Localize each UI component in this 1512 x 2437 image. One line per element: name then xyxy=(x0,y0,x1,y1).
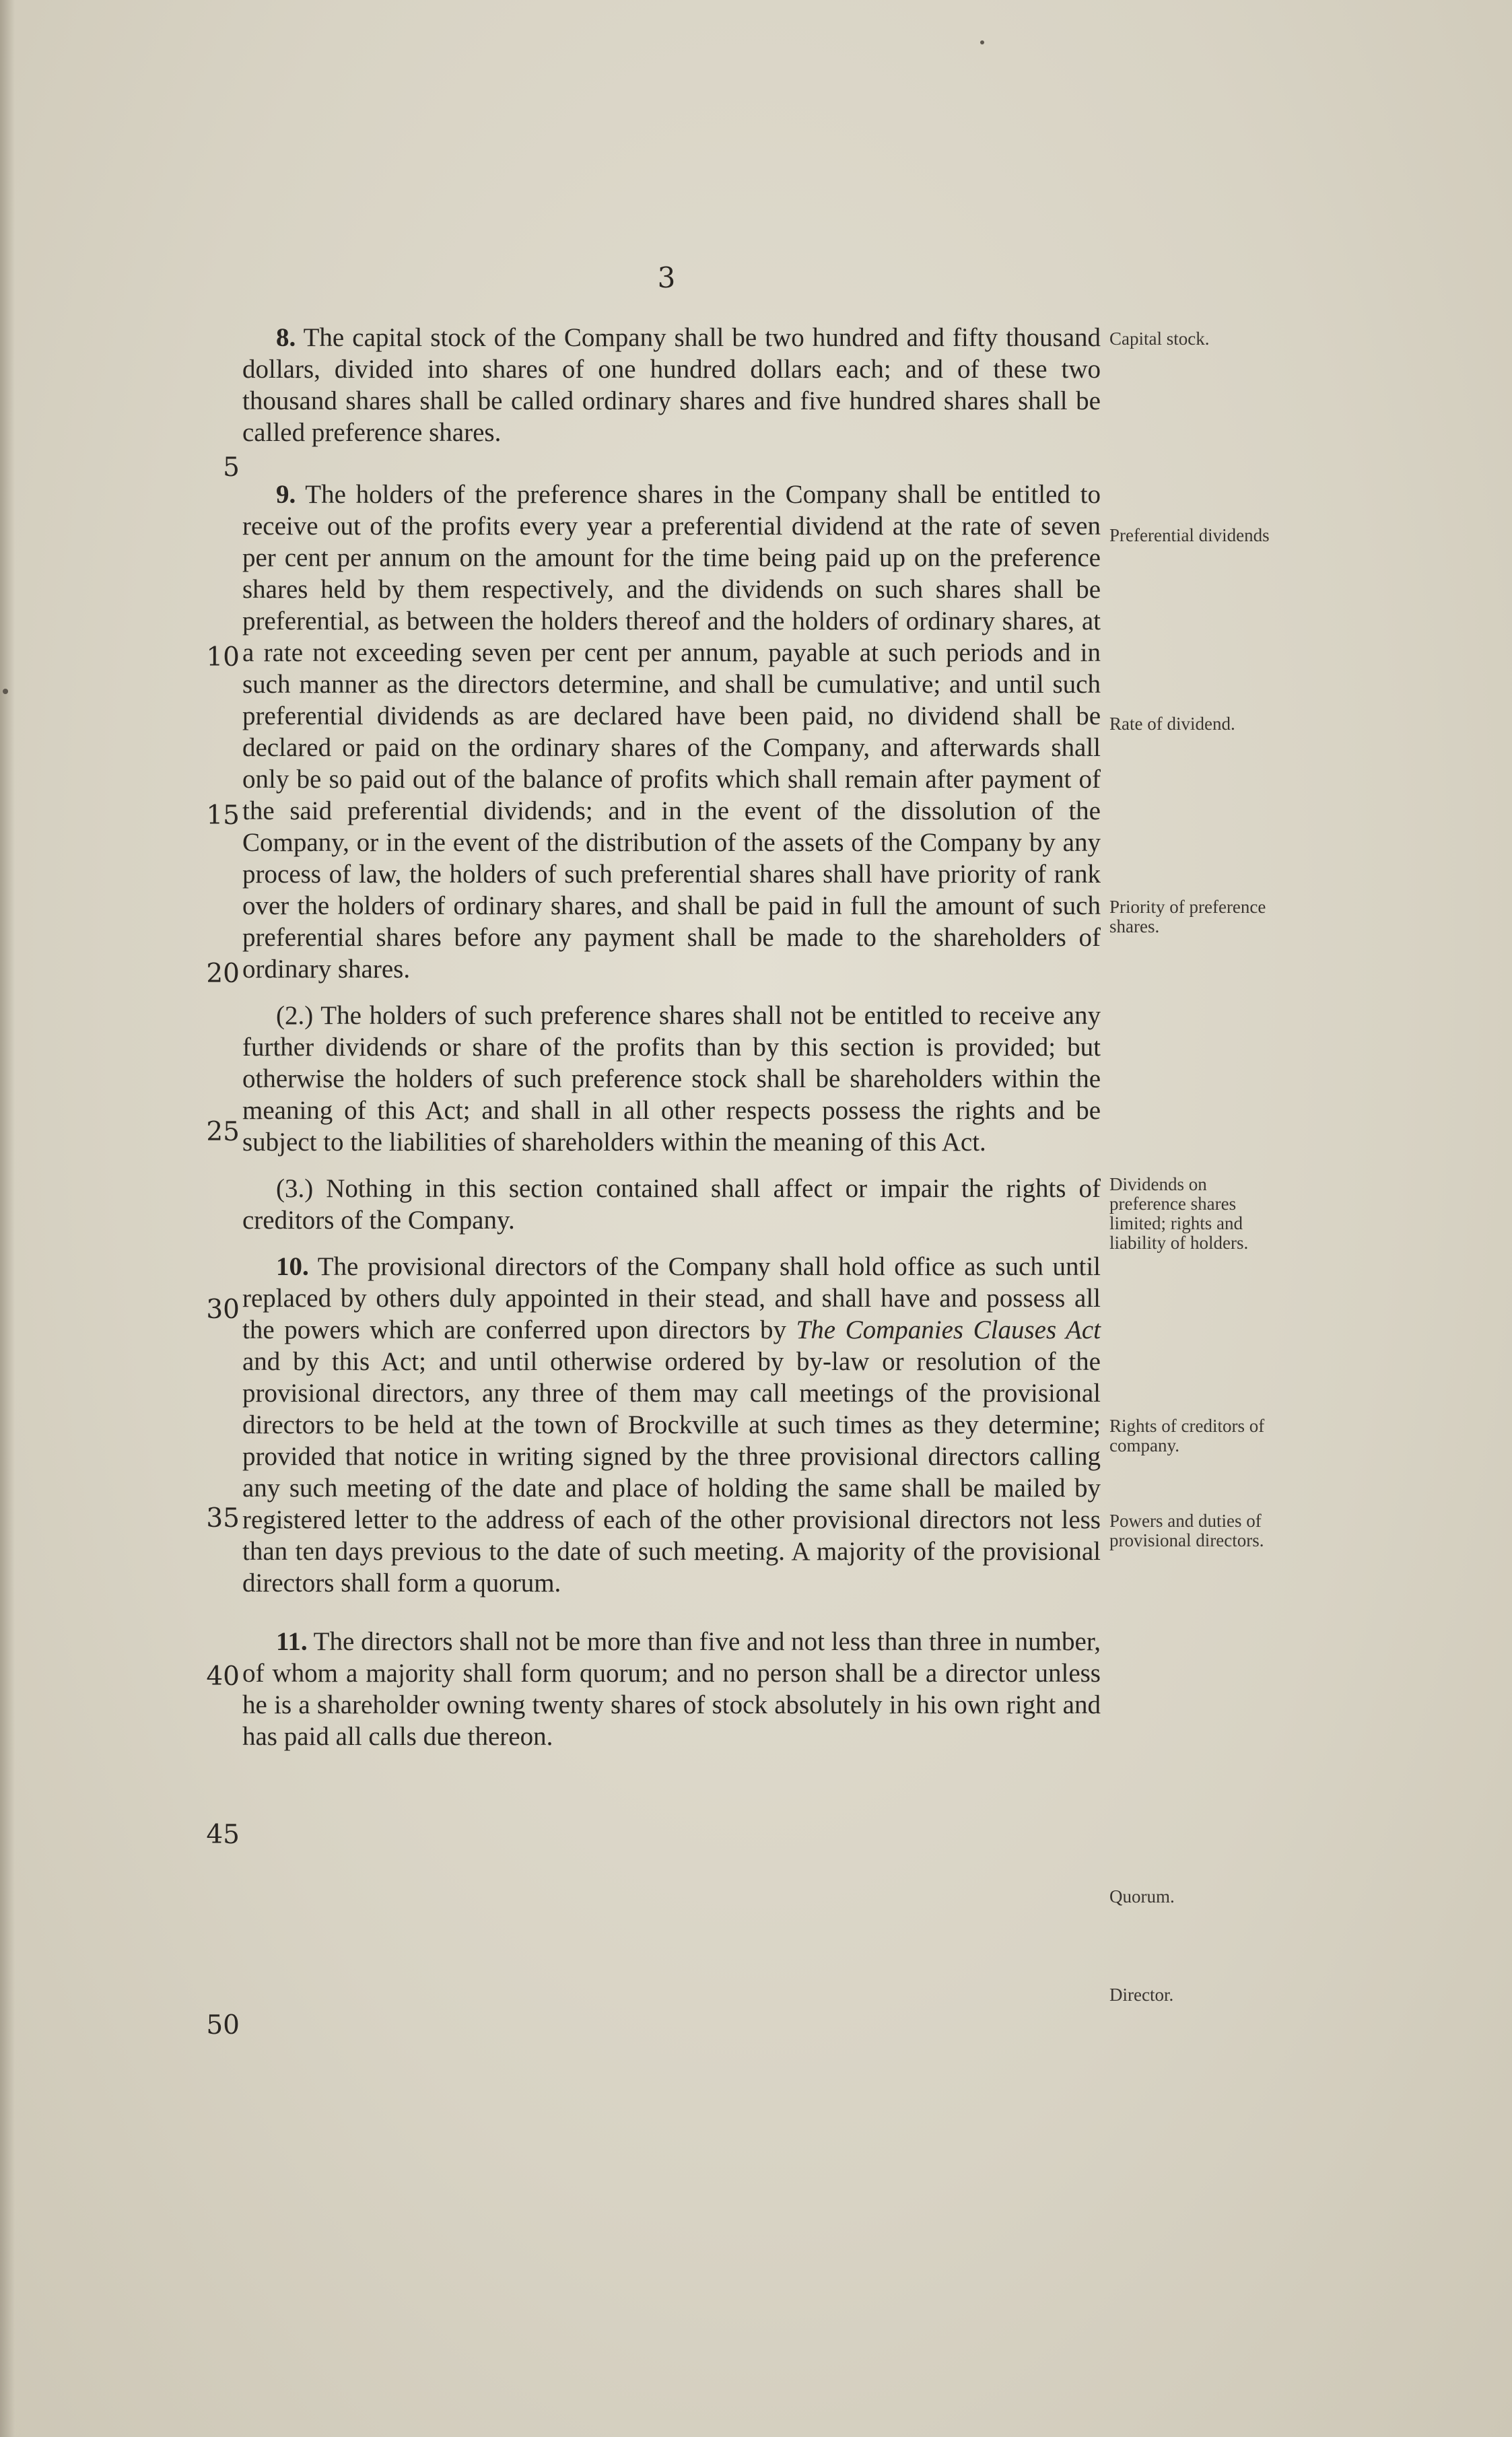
line-number-40: 40 xyxy=(206,1661,240,1692)
section-9-subsection-2: (2.) The holders of such preference shares shall not be entitled to receive any further dividends or share of the profits than by this section is provided; but otherwise the holders of such preference stock shall be shareholders within the meaning of this Act; and shall in all other respects possess the rights and be subject to the liabilities of shareholders within the meaning of this Act. xyxy=(242,1001,1101,1157)
paper-spot xyxy=(980,40,984,44)
section-8 xyxy=(242,322,1101,448)
section-text: The holders of the preference shares in the Company shall be entitled to receive out of the profits every year a preferential dividend at the rate of seven per cent per annum on the amount for the time being paid up on the preference shares held by them respectively, and the dividends on such shares shall be preferential, as between the holders thereof and the holders of ordinary shares, at a rate not exceeding seven per cent per annum, payable at such periods and in such manner as the directors determine, and shall be cumulative; and until such preferential dividends as are declared have been paid, no dividend shall be declared or paid on the ordinary shares of the Company, and afterwards shall only be so paid out of the balance of profits which shall remain after payment of the said preferential dividends; and in the event of the dissolution of the Company, or in the event of the distribution of the assets of the Company by any process of law, the holders of such preferential shares shall have priority of rank over the holders of ordinary shares, and shall be paid in full the amount of such preferential shares before any payment shall be made to the shareholders of ordinary shares. xyxy=(242,480,1101,984)
marginal-note-rights-of-creditors: Rights of creditors of company. xyxy=(1109,1416,1265,1455)
line-number-25: 25 xyxy=(206,1117,240,1147)
section-text: The directors shall not be more than five and not less than three in number, of whom a majority shall form quorum; and no person shall be a director unless he is a shareholder owning twenty shares of stock absolutely in his own right and has paid all calls due thereon. xyxy=(242,1627,1101,1751)
marginal-note-capital-stock: Capital stock. xyxy=(1109,329,1210,349)
line-number-20: 20 xyxy=(206,959,240,989)
page-number: 3 xyxy=(657,261,676,294)
line-number-50: 50 xyxy=(206,2010,240,2040)
marginal-notes-column xyxy=(1109,0,1271,2437)
section-text: and by this Act; and until otherwise ordered by by-law or resolution of the provisional directors, any three of them may call meetings of the provisional directors to be held at the town of Brockville at such times as they determine; provided that notice in writing signed by the three provisional directors calling any such meeting of the date and place of holding the same shall be mailed by registered letter to the address of each of the other provisional directors not less than ten days previous to the date of such meeting. A majority of the provisional directors shall form a quorum. xyxy=(242,1347,1101,1598)
line-number-35: 35 xyxy=(206,1503,240,1534)
section-11 xyxy=(242,1626,1101,1752)
line-number-30: 30 xyxy=(206,1295,240,1325)
marginal-note-powers-and-duties: Powers and duties of provisional directors. xyxy=(1109,1511,1264,1550)
section-text: The provisional directors of the Company shall hold office as such until replaced by others duly appointed in their stead, and shall have and possess all the powers which are conferred upon directors by xyxy=(242,1252,1101,1344)
act-name: The Companies Clauses Act xyxy=(796,1315,1101,1344)
line-numbers-column xyxy=(0,0,242,2437)
section-number: 11. xyxy=(276,1627,308,1656)
marginal-note-priority: Priority of preference shares. xyxy=(1109,897,1266,936)
line-number-10: 10 xyxy=(206,642,240,673)
section-number: 10. xyxy=(276,1252,309,1281)
section-9 xyxy=(242,479,1101,985)
marginal-note-dividends-limited: Dividends on preference shares limited; rights and liability of holders. xyxy=(1109,1174,1249,1253)
statute-body xyxy=(242,322,1101,1752)
marginal-note-preferential-dividends: Preferential dividends xyxy=(1109,525,1270,545)
marginal-note-quorum: Quorum. xyxy=(1109,1886,1175,1907)
line-number-45: 45 xyxy=(206,1820,240,1850)
line-number-15: 15 xyxy=(206,800,240,831)
section-number: 8. xyxy=(276,323,296,352)
section-10 xyxy=(242,1251,1101,1599)
section-text: The capital stock of the Company shall be two hundred and fifty thousand dollars, divided into shares of one hundred dollars each; and of these two thousand shares shall be called ordinary shares and five hundred shares shall be called preference shares. xyxy=(242,323,1101,447)
marginal-note-rate-of-dividend: Rate of dividend. xyxy=(1109,714,1235,734)
section-number: 9. xyxy=(276,480,296,509)
line-number-5: 5 xyxy=(223,452,240,483)
marginal-note-director: Director. xyxy=(1109,1985,1174,2005)
paper-spot xyxy=(3,689,8,694)
section-9-subsection-3: (3.) Nothing in this section contained shall affect or impair the rights of creditors of the Company. xyxy=(242,1174,1101,1235)
